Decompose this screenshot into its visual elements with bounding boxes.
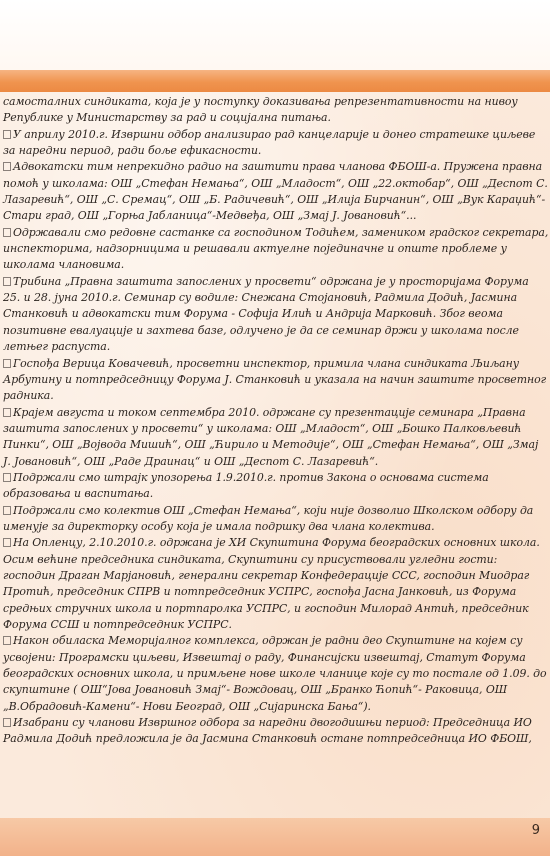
bullet-box-icon <box>3 506 11 515</box>
paragraph-1: самосталних синдиката, која је у поступку доказивања репрезентативности на нивоу Републике у Министарству за рад и социјална питања. <box>3 95 518 125</box>
paragraph-7: Крајем августа и током септембра 2010. одржане су презентације семинара „Правна заштита запослених у просвети“ у школама: ОШ „Младост“, ОШ „Бошко Палковљевић Пинки“, ОШ „Војвода Мишић“, ОШ „Ћирило и Методије“, ОШ „Стефан Немања“, ОШ „Змај Ј. Јовановић“, ОШ „Раде Драинац“ и ОШ „Деспот С. Лазаревић“. <box>3 405 539 468</box>
bullet-box-icon <box>3 538 11 547</box>
paragraph-11: Након обиласка Меморијалног комплекса, одржан је радни део Скупштине на којем су усвојени: Програмски циљеви, Извештај о раду, Финансијски извештај, Статут Форума београдских основних школа, и примљене нове школе чланице које су то постале од 1.09. до скупштине ( ОШ“Јова Јовановић Змај“- Вождовац, ОШ „Бранко Ћопић“- Раковица, ОШ „В.Обрадовић-Камени“- Нови Београд, ОШ „Сијаринска Бања“). <box>3 634 547 713</box>
paragraph-5: Трибина „Правна заштита запослених у просвети“ одржана је у просторијама Форума 25. и 28. јуна 2010.г. Семинар су водиле: Снежана Стојановић, Радмила Додић, Јасмина Станковић и адвокатски тим Форума - Софија Илић и Андрија Марковић. Због веома позитивне евалуације и захтева базе, одлучено је да се семинар држи у школама после летњег распуста. <box>3 274 529 354</box>
bullet-box-icon <box>3 277 11 286</box>
paragraph-6: Госпођа Верица Ковачевић, просветни инспектор, примила члана синдиката Љиљану Арбутину и потпредседницу Форума Ј. Станковић и указала на начин заштите просветног радника. <box>3 356 547 403</box>
bullet-box-icon <box>3 162 11 171</box>
bullet-box-icon <box>3 408 11 417</box>
paragraph-3: Адвокатски тим непрекидно радио на заштити права чланова ФБОШ-а. Пружена правна помоћ у школама: ОШ „Стефан Немања“, ОШ „Младост“, ОШ „22.октобар“, ОШ „Деспот С. Лазаревић“, ОШ „С. Сремац“, ОШ „Б. Радичевић“, ОШ „Илија Бирчанин“, ОШ „Вук Караџић“- Стари град, ОШ „Горња Јабланица“-Медвеђа, ОШ „Змај Ј. Јовановић“... <box>3 160 548 223</box>
bullet-box-icon <box>3 359 11 368</box>
bullet-box-icon <box>3 473 11 482</box>
footer-band <box>0 818 550 856</box>
paragraph-8: Подржали смо штрајк упозорења 1.9.2010.г. против Закона о основама система образовања и васпитања. <box>3 470 489 501</box>
document-body <box>3 94 549 748</box>
bullet-box-icon <box>3 636 11 645</box>
header-area <box>0 0 550 70</box>
bullet-box-icon <box>3 718 11 727</box>
bullet-box-icon <box>3 130 11 139</box>
paragraph-2: У априлу 2010.г. Извршни одбор анализирао рад канцеларије и донео стратешке циљеве за наредни период, ради боље ефикасности. <box>3 127 536 158</box>
paragraph-9: Подржали смо колектив ОШ „Стефан Немања“, који није дозволио Школском одбору да именује за директорку особу која је имала подршку два члана колектива. <box>3 503 534 533</box>
bullet-box-icon <box>3 228 11 237</box>
header-orange-band <box>0 70 550 92</box>
paragraph-4: Одржавали смо редовне састанке са господином Тодићем, замеником градског секретара, инспекторима, надзорницима и решавали актуелне појединачне и опште проблеме у школама члановима. <box>3 225 549 272</box>
paragraph-12: Изабрани су чланови Извршног одбора за наредни двогодишњи период: Председница ИО Радмила Додић предложила је да Јасмина Станковић остане потпредседница ИО ФБОШ, <box>3 716 532 746</box>
page-number: 9 <box>531 823 540 838</box>
paragraph-10: На Опленцу, 2.10.2010.г. одржана је XИ Скупштина Форума београдских основних школа. Осим већине председника синдиката, Скупштини су присуствовали угледни гости: господин Драган Марјановић, генерални секретар Конфедерације CCC, господин Миодраг Протић, председник СПРВ и потпредседник УСПРС, госпођа Јасна Јанковић, из Форума средњих стручних школа и портпаролка УСПРС, и господин Милорад Антић, председник Форума ССШ и потпредседник УСПРС. <box>3 536 540 631</box>
